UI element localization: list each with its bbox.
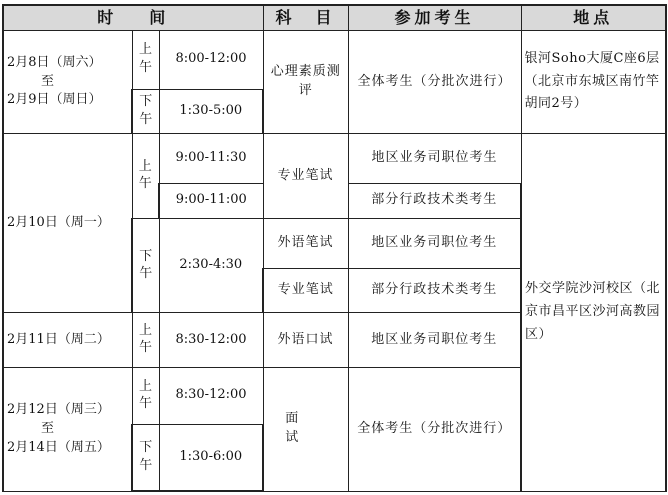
location-cell: 银河Soho大厦C座6层（北京市东城区南竹竿胡同2号）	[521, 30, 666, 133]
date-to: 至	[40, 73, 54, 89]
date-end: 2月14日（周五）	[7, 439, 110, 455]
participants-cell: 地区业务司职位考生	[348, 219, 521, 269]
afternoon-label: 下午	[132, 219, 159, 313]
exam-schedule-table	[2, 4, 667, 492]
morning-label: 上午	[132, 367, 159, 424]
header-subject: 科 目	[263, 5, 348, 30]
table-row	[3, 30, 666, 89]
date-cell-feb10: 2月10日（周一）	[3, 134, 132, 313]
subject-cell: 专业笔试	[263, 134, 348, 219]
date-to: 至	[40, 420, 54, 436]
time-slot: 1:30-6:00	[159, 424, 263, 491]
participants-cell: 全体考生（分批次进行）	[348, 30, 521, 133]
date-cell-feb11: 2月11日（周二）	[3, 313, 132, 368]
date-start: 2月12日（周三）	[7, 401, 110, 417]
header-location: 地点	[521, 5, 666, 30]
location-cell: 外交学院沙河校区（北京市昌平区沙河高教园区）	[521, 134, 666, 491]
date-end: 2月9日（周日）	[7, 92, 102, 108]
subject-cell: 面试	[263, 367, 348, 491]
morning-label: 上午	[132, 313, 159, 368]
participants-cell: 部分行政技术类考生	[348, 268, 521, 313]
date-cell-feb12-14	[3, 367, 132, 491]
date-cell-feb8-9	[3, 30, 132, 133]
header-participants: 参加考生	[348, 5, 521, 30]
subject-cell: 外语笔试	[263, 219, 348, 269]
time-slot: 2:30-4:30	[159, 219, 263, 313]
subject-cell: 外语口试	[263, 313, 348, 368]
time-slot: 9:00-11:30	[159, 134, 263, 184]
header-time-char-2: 间	[149, 8, 170, 28]
subject-cell: 专业笔试	[263, 268, 348, 313]
time-slot: 1:30-5:00	[159, 89, 263, 134]
morning-label: 上午	[132, 134, 159, 219]
time-slot: 8:30-12:00	[159, 313, 263, 368]
afternoon-label: 下午	[132, 89, 159, 134]
table-row	[3, 134, 666, 184]
time-slot: 8:30-12:00	[159, 367, 263, 424]
time-slot: 8:00-12:00	[159, 30, 263, 89]
time-slot: 9:00-11:00	[159, 183, 263, 218]
header-time-char-1: 时	[97, 8, 118, 28]
morning-label: 上午	[132, 30, 159, 89]
participants-cell: 地区业务司职位考生	[348, 313, 521, 368]
participants-cell: 部分行政技术类考生	[348, 183, 521, 218]
header-row	[3, 5, 666, 30]
header-time	[3, 5, 263, 30]
afternoon-label: 下午	[132, 424, 159, 491]
participants-cell: 全体考生（分批次进行）	[348, 367, 521, 491]
participants-cell: 地区业务司职位考生	[348, 134, 521, 184]
subject-cell: 心理素质测评	[263, 30, 348, 133]
date-start: 2月8日（周六）	[7, 54, 102, 70]
